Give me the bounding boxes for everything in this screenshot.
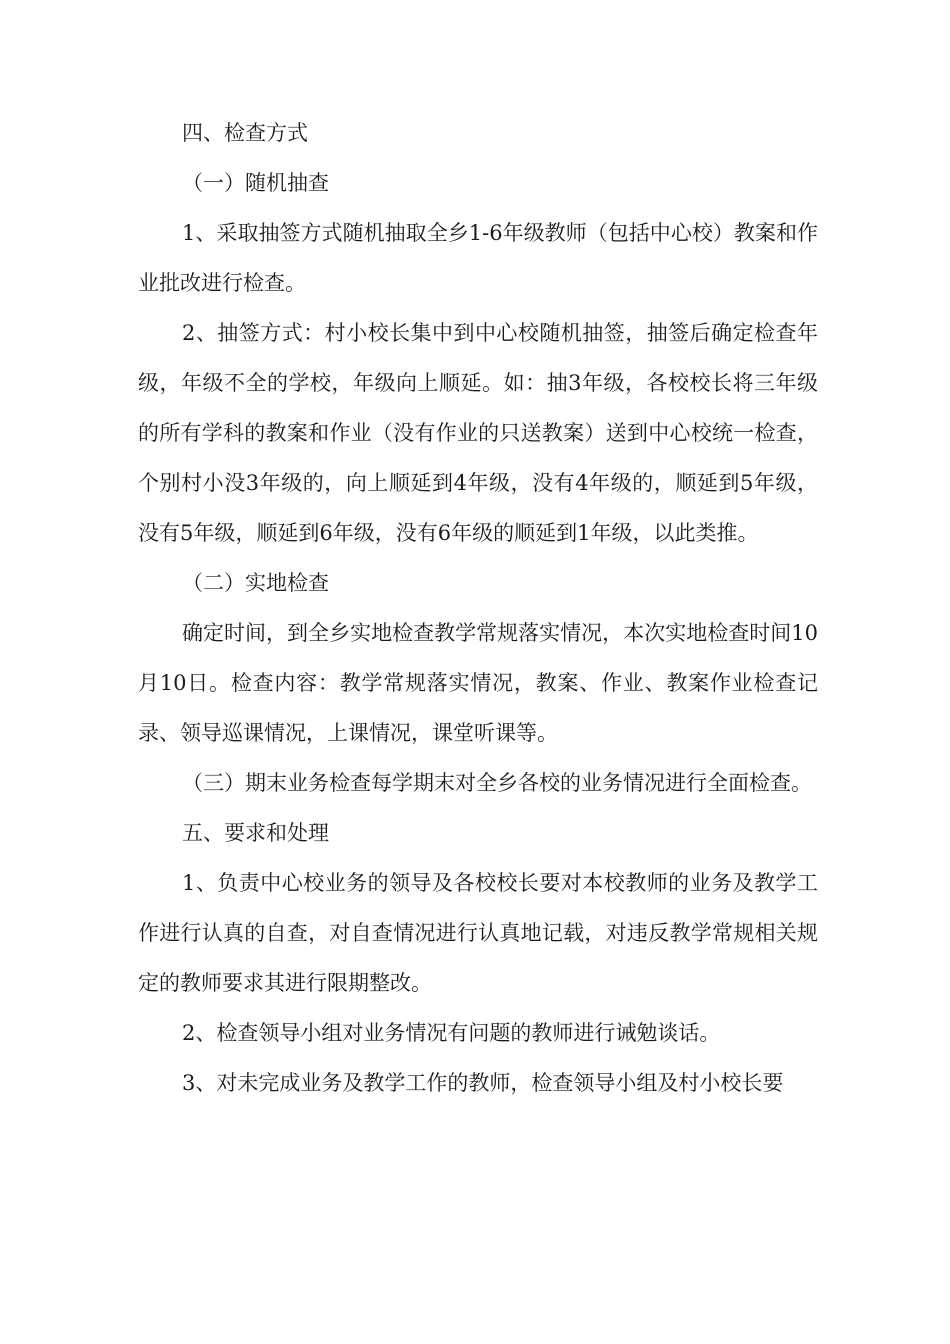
subsection-heading-random-check: （一）随机抽查 bbox=[182, 171, 329, 195]
section-heading-5: 五、要求和处理 bbox=[182, 821, 329, 845]
section-heading-4: 四、检查方式 bbox=[182, 121, 308, 145]
paragraph-random-selection: 1、采取抽签方式随机抽取全乡1-6年级教师（包括中心校）教案和作业批改进行检查。 bbox=[138, 221, 818, 295]
paragraph-self-check: 1、负责中心校业务的领导及各校校长要对本校教师的业务及教学工作进行认真的自查，对自查情况进行认真地记载，对违反教学常规相关规定的教师要求其进行限期整改。 bbox=[138, 871, 818, 995]
paragraph-admonition-talk: 2、检查领导小组对业务情况有问题的教师进行诫勉谈话。 bbox=[182, 1021, 721, 1045]
paragraph-lottery-method: 2、抽签方式：村小校长集中到中心校随机抽签，抽签后确定检查年级，年级不全的学校，年级向上顺延。如：抽3年级，各校校长将三年级的所有学科的教案和作业（没有作业的只送教案）送到中心校统一检查，个别村小没3年级的，向上顺延到4年级，没有4年级的，顺延到5年级，没有5年级，顺延到6年级，没有6年级的顺延到1年级，以此类推。 bbox=[138, 321, 818, 545]
document-body bbox=[138, 108, 818, 1108]
paragraph-onsite-check: 确定时间，到全乡实地检查教学常规落实情况，本次实地检查时间10月10日。检查内容：教学常规落实情况，教案、作业、教案作业检查记录、领导巡课情况，上课情况，课堂听课等。 bbox=[138, 621, 818, 745]
subsection-heading-onsite-check: （二）实地检查 bbox=[182, 571, 329, 595]
subsection-heading-term-check: （三）期末业务检查每学期末对全乡各校的业务情况进行全面检查。 bbox=[182, 771, 812, 795]
paragraph-unfinished-work: 3、对未完成业务及教学工作的教师，检查领导小组及村小校长要 bbox=[182, 1071, 784, 1095]
